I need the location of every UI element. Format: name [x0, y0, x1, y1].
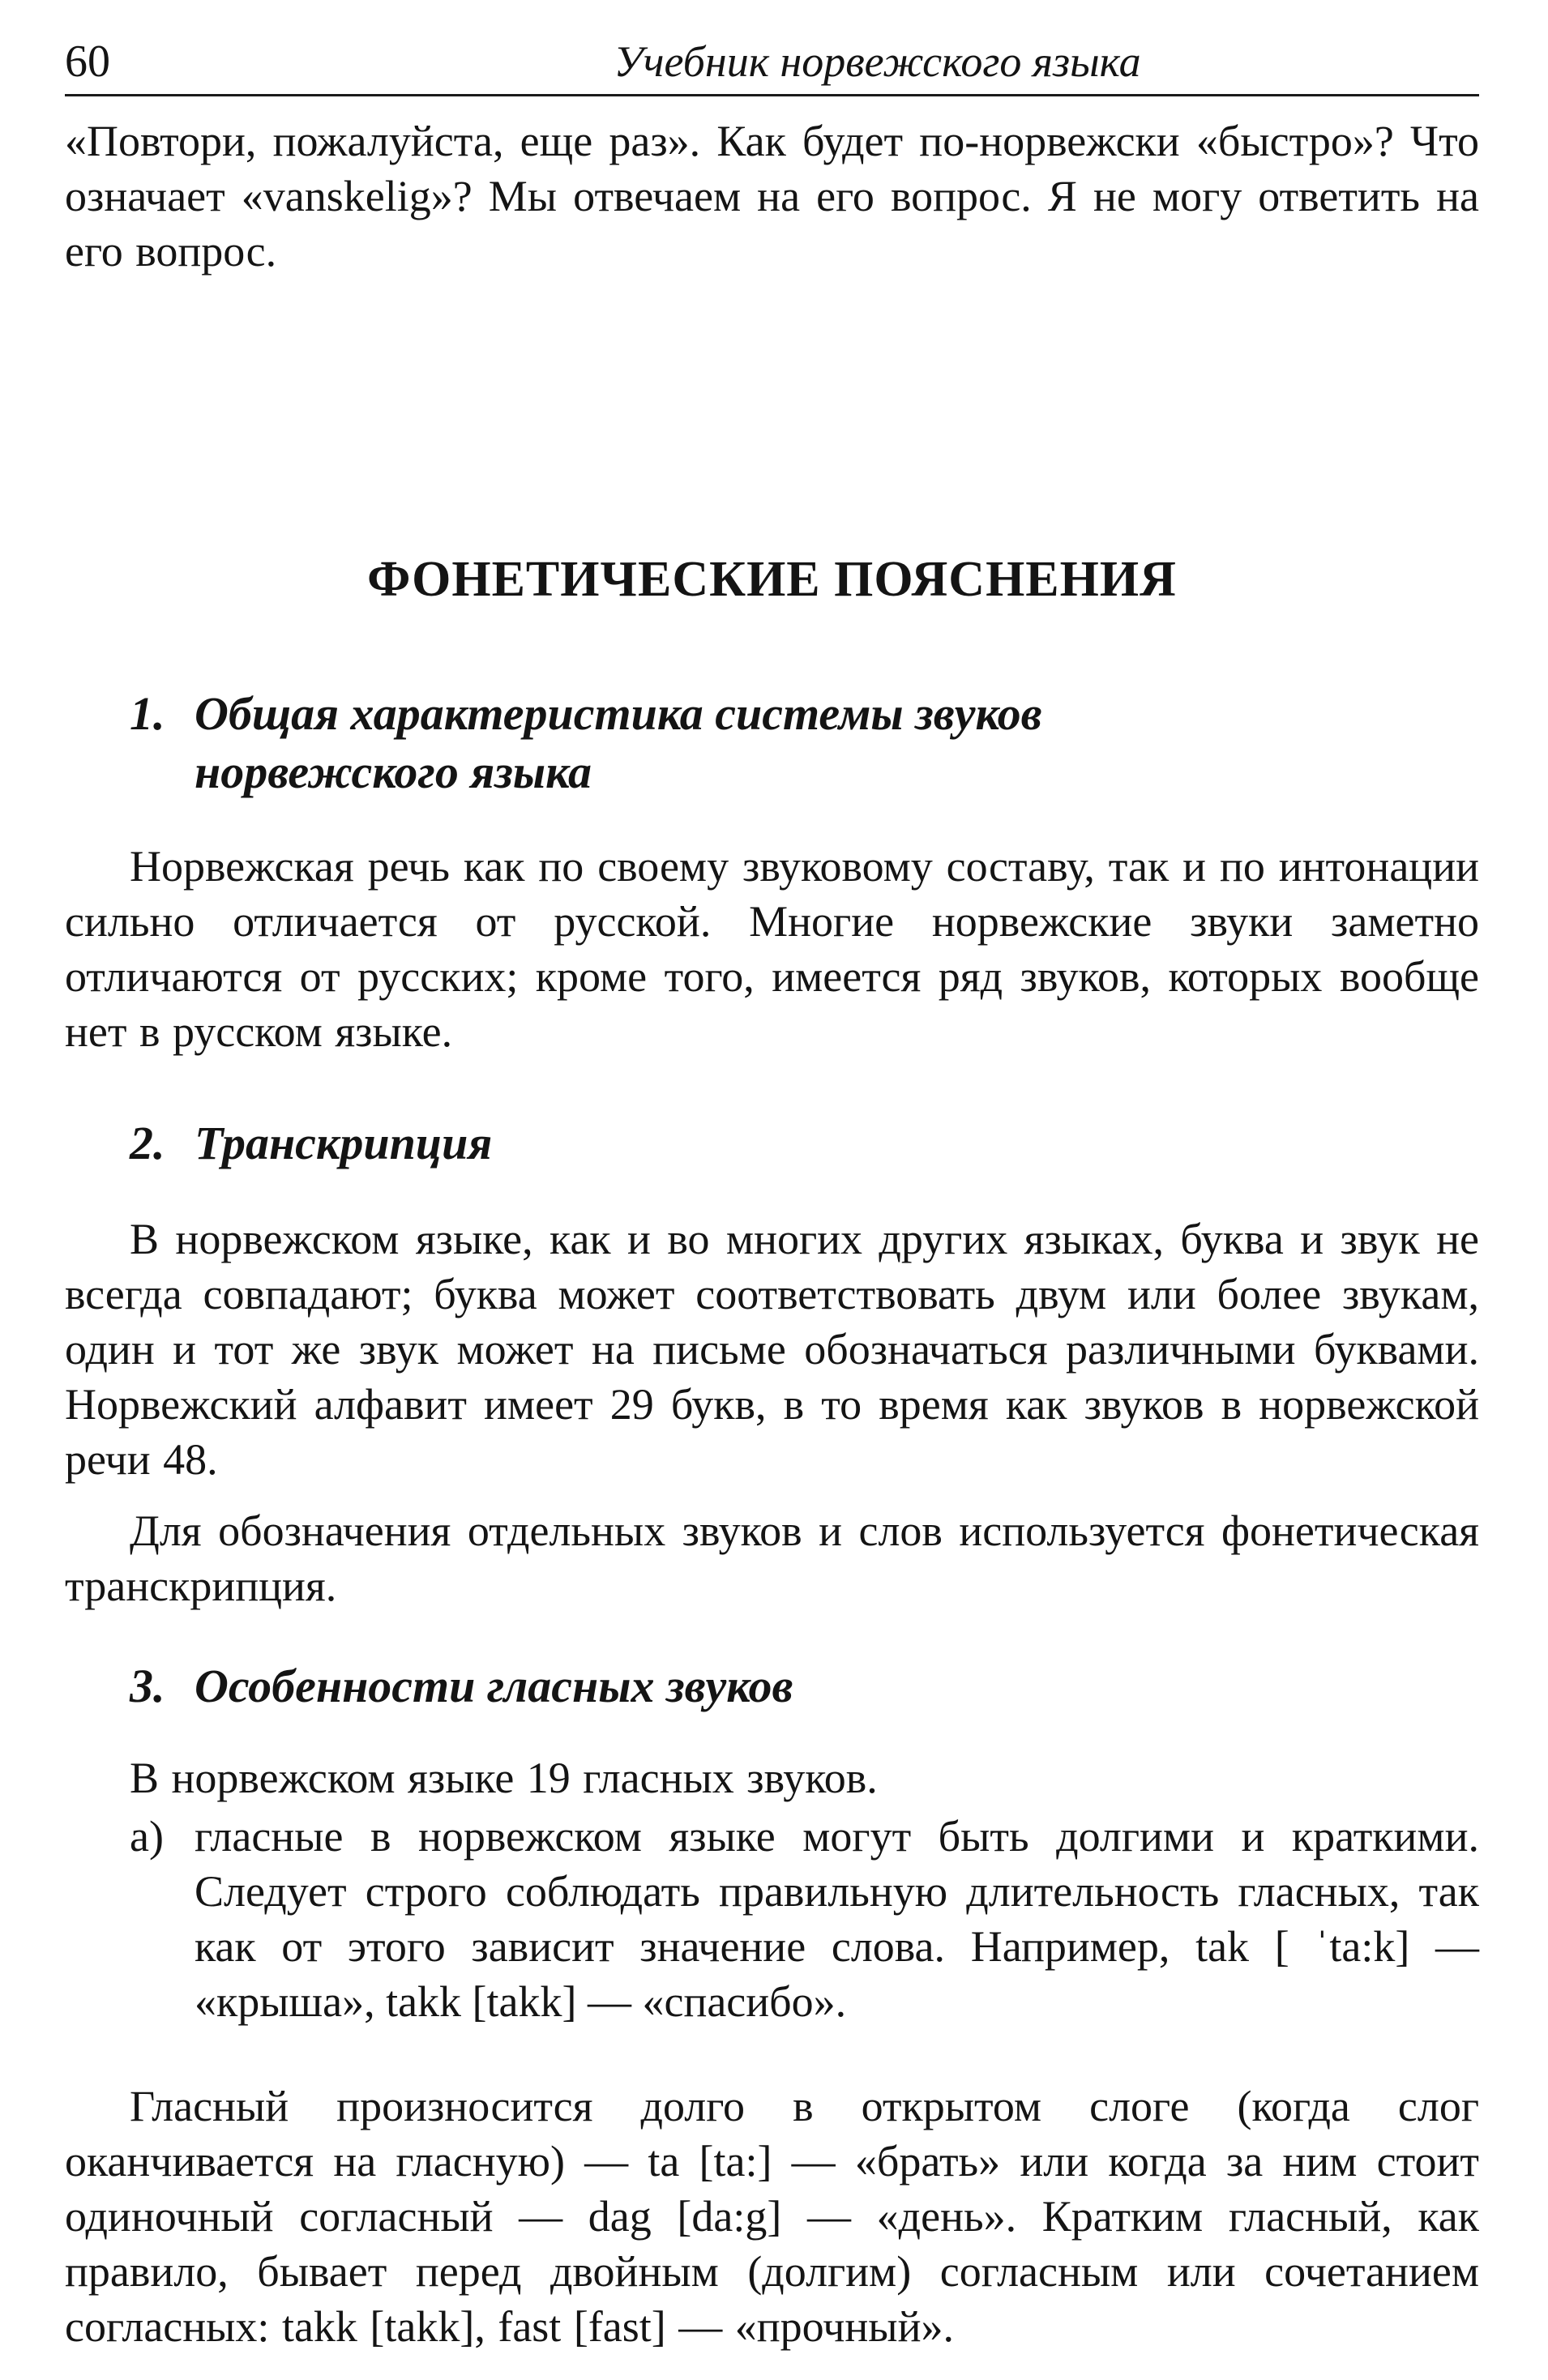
intro-paragraph: «Повтори, пожалуйста, еще раз». Как будет по-норвежски «быстро»? Что означает «vanskelig»? Мы отвечаем на его вопрос. Я не могу ответить на его вопрос.: [65, 117, 1479, 276]
section-2-paragraph-1: В норвежском языке, как и во многих других языках, буква и звук не всегда совпадают; буква может соответствовать двум или более звукам, один и тот же звук может на письме обозначаться различными буквами. Норвежский алфавит имеет 29 букв, в то время как звуков в норвежской речи 48.: [65, 1215, 1479, 1484]
section-1-title-line2: норвежского языка: [195, 746, 592, 798]
page-number: 60: [65, 36, 110, 87]
section-3-title: Особенности гласных звуков: [195, 1660, 793, 1712]
section-2-title: Транскрипция: [195, 1117, 493, 1169]
section-3-number: 3.: [130, 1660, 165, 1712]
section-3-lead: В норвежском языке 19 гласных звуков.: [130, 1754, 878, 1802]
section-2-number: 2.: [130, 1117, 165, 1169]
section-3-heading: [130, 1657, 1426, 1716]
section-2-heading: [130, 1114, 1426, 1173]
running-title: Учебник норвежского языка: [614, 37, 1141, 86]
section-1-paragraph: Норвежская речь как по своему звуковому составу, так и по интонации сильно отличается от русской. Многие норвежские звуки заметно отличаются от русских; кроме того, имеется ряд звуков, которых вообще нет в русском языке.: [65, 842, 1479, 1056]
list-item-a: [130, 1809, 1479, 2029]
section-1-number: 1.: [130, 687, 165, 740]
section-1-heading: [130, 685, 1426, 801]
section-3-paragraph: Гласный произносится долго в открытом слоге (когда слог оканчивается на гласную) — ta [ta:] — «брать» или когда за ним стоит одиночный согласный — dag [da:g] — «день». Кратким гласный, как правило, бывает перед двойным (долгим) согласным или сочетанием согласных: takk [takk], fast [fast] — «прочный».: [65, 2082, 1479, 2351]
section-2-paragraph-2: Для обозначения отдельных звуков и слов используется фонетическая транскрипция.: [65, 1506, 1479, 1610]
page-header: [65, 36, 1479, 96]
list-item-a-marker: а): [130, 1812, 164, 1861]
section-1-title-line1: Общая характеристика системы звуков: [195, 687, 1042, 740]
page-title: ФОНЕТИЧЕСКИЕ ПОЯСНЕНИЯ: [367, 552, 1177, 607]
list-item-a-text: гласные в норвежском языке могут быть долгими и краткими. Следует строго соблюдать правильную длительность гласных, так как от этого зависит значение слова. Например, tak [ ˈta:k] — «крыша», takk [takk] — «спасибо».: [195, 1812, 1479, 2026]
